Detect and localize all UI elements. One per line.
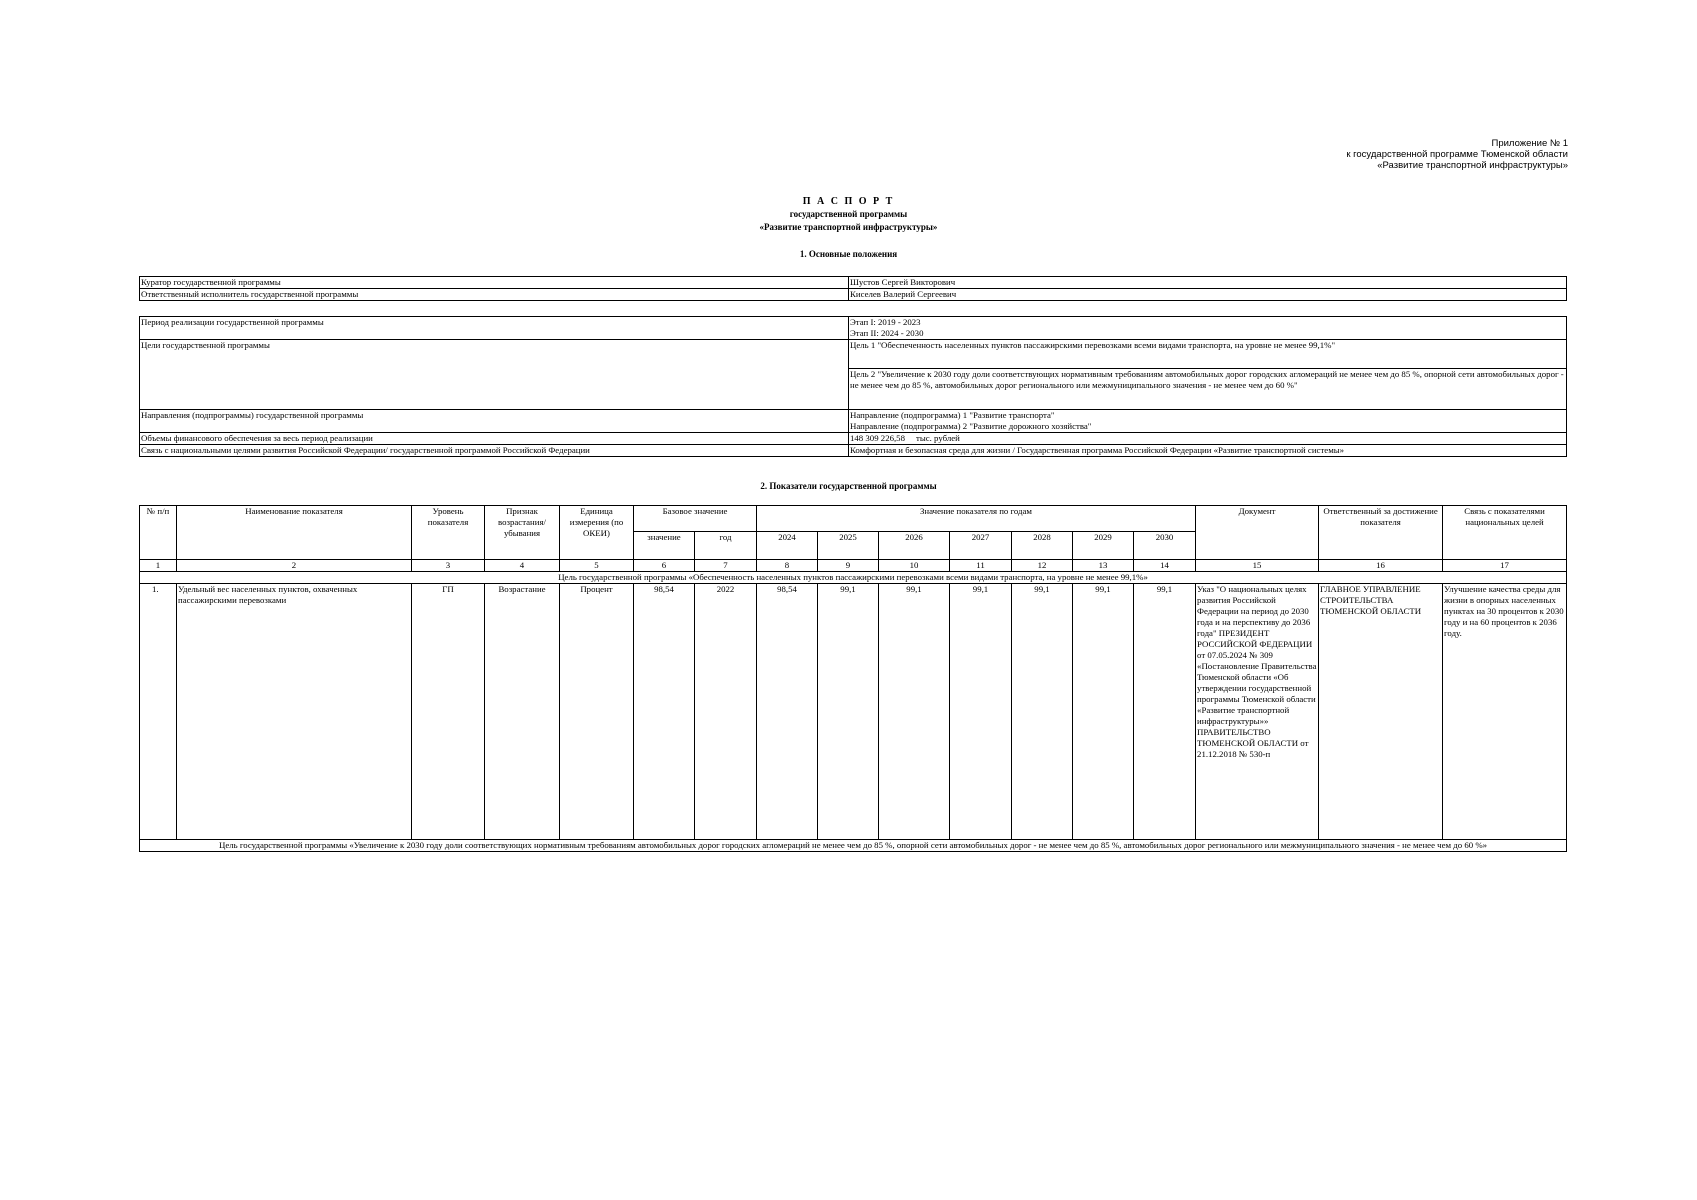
appendix-line-3: «Развитие транспортной инфраструктуры» bbox=[1377, 160, 1568, 171]
executor-label: Ответственный исполнитель государственной программы bbox=[140, 289, 849, 301]
indicator-value-2027: 99,1 bbox=[950, 584, 1012, 840]
header-responsible: Ответственный за достижение показателя bbox=[1319, 506, 1443, 560]
column-number: 17 bbox=[1443, 560, 1567, 572]
direction-1: Направление (подпрограмма) 1 "Развитие транспорта" bbox=[850, 410, 1055, 420]
header-unit: Единица измерения (по ОКЕИ) bbox=[560, 506, 634, 560]
column-number: 8 bbox=[757, 560, 818, 572]
indicator-sign: Возрастание bbox=[485, 584, 560, 840]
goals-label: Цели государственной программы bbox=[140, 340, 849, 410]
indicator-value-2025: 99,1 bbox=[818, 584, 879, 840]
indicator-value-2024: 98,54 bbox=[757, 584, 818, 840]
column-number: 4 bbox=[485, 560, 560, 572]
indicator-row bbox=[140, 584, 1567, 840]
goal-1-row bbox=[140, 572, 1567, 584]
header-row-1 bbox=[140, 506, 1567, 532]
column-number: 16 bbox=[1319, 560, 1443, 572]
national-goals-link-row bbox=[140, 445, 1567, 457]
national-goals-link-label: Связь с национальными целями развития Российской Федерации/ государственной программой Российской Федерации bbox=[140, 445, 849, 457]
period-value bbox=[849, 317, 1567, 340]
indicator-document: Указ "О национальных целях развития Российской Федерации на период до 2030 года и на перспективу до 2036 года" ПРЕЗИДЕНТ РОССИЙСКОЙ ФЕДЕРАЦИИ от 07.05.2024 № 309 «Постановление Правительства Тюменской области «Об утверждении государственной программы Тюменской области «Развитие транспортной инфраструктуры»» ПРАВИТЕЛЬСТВО ТЮМЕНСКОЙ ОБЛАСТИ от 21.12.2018 № 530-п bbox=[1196, 584, 1319, 840]
directions-label: Направления (подпрограммы) государственной программы bbox=[140, 410, 849, 433]
directions-row bbox=[140, 410, 1567, 433]
header-by-years: Значение показателя по годам bbox=[757, 506, 1196, 532]
indicator-value-2026: 99,1 bbox=[879, 584, 950, 840]
goal-1: Цель 1 "Обеспеченность населенных пунктов пассажирскими перевозками всеми видами транспорта, на уровне не менее 99,1%" bbox=[850, 340, 1336, 350]
period-stage-1: Этап I: 2019 - 2023 bbox=[850, 317, 921, 327]
period-stage-2: Этап II: 2024 - 2030 bbox=[850, 328, 924, 338]
column-number: 1 bbox=[140, 560, 177, 572]
appendix-note bbox=[1346, 138, 1568, 171]
indicator-unit: Процент bbox=[560, 584, 634, 840]
direction-2: Направление (подпрограмма) 2 "Развитие дорожного хозяйства" bbox=[850, 421, 1092, 431]
header-year: 2029 bbox=[1073, 532, 1134, 560]
document-title: П А С П О Р Т bbox=[802, 196, 895, 207]
main-provisions-table-part1 bbox=[139, 276, 1567, 301]
indicator-responsible: ГЛАВНОЕ УПРАВЛЕНИЕ СТРОИТЕЛЬСТВА ТЮМЕНСКОЙ ОБЛАСТИ bbox=[1319, 584, 1443, 840]
goal-2-row bbox=[140, 840, 1567, 852]
curator-row bbox=[140, 277, 1567, 289]
header-level: Уровень показателя bbox=[412, 506, 485, 560]
column-number: 9 bbox=[818, 560, 879, 572]
period-label: Период реализации государственной программы bbox=[140, 317, 849, 340]
column-number: 15 bbox=[1196, 560, 1319, 572]
header-base-year: год bbox=[695, 532, 757, 560]
appendix-line-1: Приложение № 1 bbox=[1491, 138, 1568, 149]
column-number: 2 bbox=[177, 560, 412, 572]
header-year: 2030 bbox=[1134, 532, 1196, 560]
column-number: 5 bbox=[560, 560, 634, 572]
indicator-base-value: 98,54 bbox=[634, 584, 695, 840]
column-number: 14 bbox=[1134, 560, 1196, 572]
directions-value bbox=[849, 410, 1567, 433]
column-number: 6 bbox=[634, 560, 695, 572]
header-base-value: значение bbox=[634, 532, 695, 560]
indicator-national-link: Улучшение качества среды для жизни в опорных населенных пунктах на 30 процентов к 2030 году и на 60 процентов к 2036 году. bbox=[1443, 584, 1567, 840]
header-sign: Признак возрастания/ убывания bbox=[485, 506, 560, 560]
column-number: 11 bbox=[950, 560, 1012, 572]
header-year: 2024 bbox=[757, 532, 818, 560]
funding-label: Объемы финансового обеспечения за весь период реализации bbox=[140, 433, 849, 445]
header-num: № п/п bbox=[140, 506, 177, 560]
funding-row bbox=[140, 433, 1567, 445]
indicator-value-2030: 99,1 bbox=[1134, 584, 1196, 840]
column-number: 13 bbox=[1073, 560, 1134, 572]
header-base: Базовое значение bbox=[634, 506, 757, 532]
goals-row bbox=[140, 340, 1567, 410]
main-provisions-table-part2 bbox=[139, 316, 1567, 457]
curator-label: Куратор государственной программы bbox=[140, 277, 849, 289]
indicator-level: ГП bbox=[412, 584, 485, 840]
program-name: «Развитие транспортной инфраструктуры» bbox=[759, 222, 938, 232]
column-number: 10 bbox=[879, 560, 950, 572]
column-numbers-row bbox=[140, 560, 1567, 572]
indicator-value-2028: 99,1 bbox=[1012, 584, 1073, 840]
header-year: 2026 bbox=[879, 532, 950, 560]
executor-value: Киселев Валерий Сергеевич bbox=[849, 289, 1567, 301]
indicator-value-2029: 99,1 bbox=[1073, 584, 1134, 840]
header-link: Связь с показателями национальных целей bbox=[1443, 506, 1567, 560]
header-document: Документ bbox=[1196, 506, 1319, 560]
indicator-name: Удельный вес населенных пунктов, охваченных пассажирскими перевозками bbox=[177, 584, 412, 840]
executor-row bbox=[140, 289, 1567, 301]
header-name: Наименование показателя bbox=[177, 506, 412, 560]
goal-2: Цель 2 "Увеличение к 2030 году доли соответствующих нормативным требованиям автомобильных дорог городских агломераций не менее чем до 85 %, опорной сети автомобильных дорог - не менее чем до 85 %, автомобильных дорог регионального или межмуниципального значения - не менее чем до 60 %" bbox=[849, 368, 1566, 409]
column-number: 7 bbox=[695, 560, 757, 572]
column-number: 12 bbox=[1012, 560, 1073, 572]
appendix-line-2: к государственной программе Тюменской области bbox=[1346, 149, 1568, 160]
header-year: 2028 bbox=[1012, 532, 1073, 560]
goal-2-heading: Цель государственной программы «Увеличение к 2030 году доли соответствующих нормативным требованиям автомобильных дорог городских агломераций не менее чем до 85 %, опорной сети автомобильных дорог - не менее чем до 85 %, автомобильных дорог регионального или межмуниципального значения - не менее чем до 60 %» bbox=[140, 840, 1567, 852]
curator-value: Шустов Сергей Викторович bbox=[849, 277, 1567, 289]
section-1-title: 1. Основные положения bbox=[799, 249, 898, 259]
goals-value bbox=[849, 340, 1567, 410]
indicator-base-year: 2022 bbox=[695, 584, 757, 840]
header-year: 2027 bbox=[950, 532, 1012, 560]
funding-value: 148 309 226,58 тыс. рублей bbox=[849, 433, 1567, 445]
document-subtitle: государственной программы bbox=[789, 209, 908, 219]
goal-1-heading: Цель государственной программы «Обеспеченность населенных пунктов пассажирскими перевозками всеми видами транспорта, на уровне не менее 99,1%» bbox=[140, 572, 1567, 584]
section-2-title: 2. Показатели государственной программы bbox=[760, 481, 937, 491]
national-goals-link-value: Комфортная и безопасная среда для жизни / Государственная программа Российской Федерации «Развитие транспортной системы» bbox=[849, 445, 1567, 457]
indicators-table bbox=[139, 505, 1567, 852]
indicator-num: 1. bbox=[140, 584, 177, 840]
column-number: 3 bbox=[412, 560, 485, 572]
header-year: 2025 bbox=[818, 532, 879, 560]
period-row bbox=[140, 317, 1567, 340]
